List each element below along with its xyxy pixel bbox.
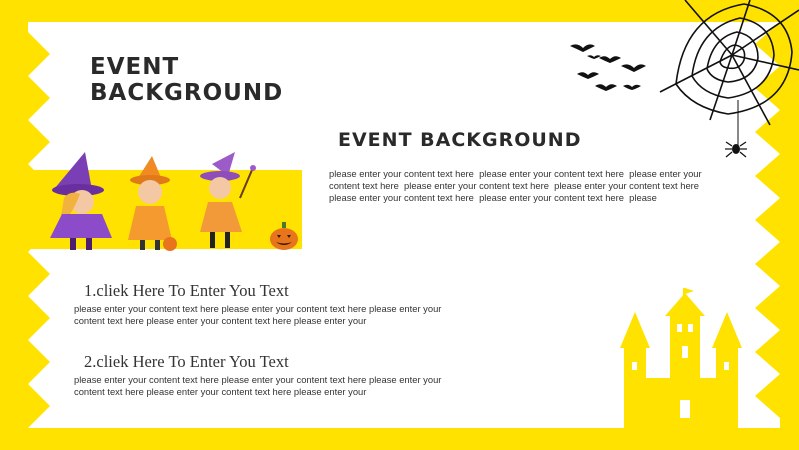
- title-line-1: EVENT: [90, 54, 180, 80]
- spider-icon: [725, 140, 747, 160]
- jack-o-lantern-icon: [268, 220, 300, 252]
- page-title: [90, 54, 283, 106]
- castle-icon: [620, 288, 755, 428]
- intro-paragraph: please enter your content text here please enter your content text here please enter your content text here please enter your content text here please enter your content text here please enter your content text here please enter your content text here please: [329, 168, 702, 203]
- spider-web-icon: [640, 0, 799, 160]
- section-title: EVENT BACKGROUND: [338, 129, 582, 151]
- item-1-title[interactable]: 1.cliek Here To Enter You Text: [84, 281, 289, 300]
- witch-girl-icon: [40, 150, 305, 255]
- item-2-body: please enter your content text here please enter your content text here please enter your content text here please enter your content text here please enter your: [74, 374, 442, 397]
- item-1-body: please enter your content text here please enter your content text here please enter your content text here please enter your content text here please enter your: [74, 303, 442, 326]
- item-2-title[interactable]: 2.cliek Here To Enter You Text: [84, 352, 289, 371]
- bat-icon: [565, 38, 650, 98]
- title-line-2: BACKGROUND: [90, 80, 284, 106]
